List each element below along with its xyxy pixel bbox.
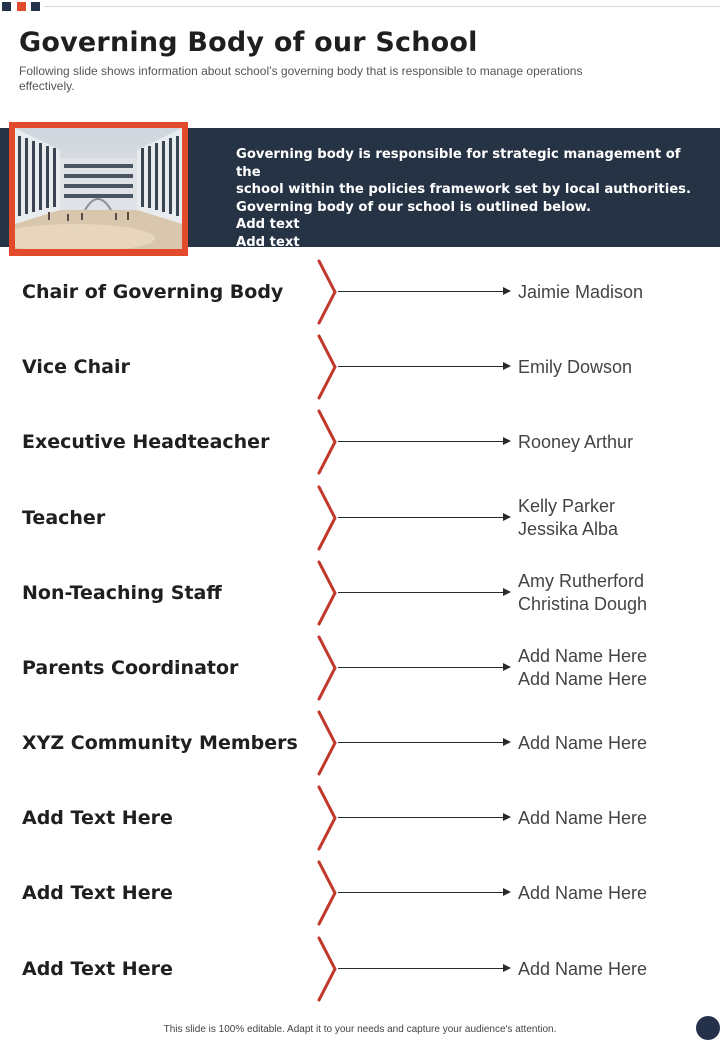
role-label: XYZ Community Members (22, 732, 298, 754)
banner-line: school within the policies framework set by local authorities. (236, 182, 692, 198)
role-label: Chair of Governing Body (22, 281, 284, 303)
role-label: Parents Coordinator (22, 657, 239, 679)
school-building-photo (15, 128, 182, 249)
member-name: Emily Dowson (518, 356, 633, 377)
arrow-right-icon (503, 588, 511, 596)
arrow-right-icon (503, 437, 511, 445)
member-name: Add Name Here (518, 807, 648, 828)
banner-text (236, 146, 706, 252)
member-names (518, 558, 718, 628)
arrow-right-icon (503, 964, 511, 972)
member-name: Jessika Alba (518, 519, 619, 539)
member-names (518, 858, 718, 928)
governing-row (0, 783, 720, 853)
connector-line (338, 366, 506, 367)
page-title: Governing Body of our School (19, 27, 478, 58)
governing-row (0, 934, 720, 1004)
arrow-right-icon (503, 738, 511, 746)
member-name: Add Name Here (518, 669, 648, 689)
footer-note: This slide is 100% editable. Adapt it to your needs and capture your audience's attention. (163, 1024, 557, 1035)
member-name: Add Name Here (518, 958, 648, 979)
connector-line (338, 817, 506, 818)
role-label: Add Text Here (22, 807, 173, 829)
member-names (518, 257, 718, 327)
role-label: Teacher (22, 507, 106, 529)
connector-line (338, 592, 506, 593)
governing-row (0, 858, 720, 928)
chevron-icon (313, 785, 343, 851)
chevron-icon (313, 485, 343, 551)
member-names (518, 934, 718, 1004)
connector-line (338, 667, 506, 668)
governing-row (0, 332, 720, 402)
governing-row (0, 257, 720, 327)
banner-line: Governing body is responsible for strategic management of the (236, 147, 681, 180)
arrow-right-icon (503, 813, 511, 821)
chevron-icon (313, 259, 343, 325)
top-divider (44, 6, 720, 7)
member-names (518, 332, 718, 402)
member-name: Rooney Arthur (518, 431, 634, 452)
arrow-right-icon (503, 287, 511, 295)
navy-square (2, 2, 11, 11)
governing-row (0, 708, 720, 778)
banner-line: Add text (236, 217, 300, 233)
governing-row (0, 407, 720, 477)
member-name: Add Name Here (518, 646, 648, 666)
member-names (518, 483, 718, 553)
navy-square (31, 2, 40, 11)
connector-line (338, 892, 506, 893)
role-label: Vice Chair (22, 356, 130, 378)
governing-row (0, 633, 720, 703)
connector-line (338, 291, 506, 292)
corner-dot (696, 1016, 720, 1040)
page-subtitle: Following slide shows information about school’s governing body that is responsible to manage operations effectively. (19, 64, 583, 93)
member-names (518, 783, 718, 853)
governing-row (0, 483, 720, 553)
orange-square (17, 2, 26, 11)
chevron-icon (313, 710, 343, 776)
member-name: Christina Dough (518, 594, 648, 614)
governing-row (0, 558, 720, 628)
member-name: Add Name Here (518, 732, 648, 753)
connector-line (338, 441, 506, 442)
chevron-icon (313, 860, 343, 926)
chevron-icon (313, 409, 343, 475)
member-names (518, 708, 718, 778)
arrow-right-icon (503, 362, 511, 370)
arrow-right-icon (503, 888, 511, 896)
chevron-icon (313, 635, 343, 701)
chevron-icon (313, 560, 343, 626)
role-label: Executive Headteacher (22, 431, 270, 453)
member-name: Add Name Here (518, 882, 648, 903)
member-names (518, 407, 718, 477)
top-decoration (0, 0, 720, 14)
chevron-icon (313, 334, 343, 400)
arrow-right-icon (503, 513, 511, 521)
role-label: Add Text Here (22, 882, 173, 904)
banner-line: Governing body of our school is outlined below. (236, 199, 592, 215)
role-label: Add Text Here (22, 958, 173, 980)
arrow-right-icon (503, 663, 511, 671)
connector-line (338, 742, 506, 743)
connector-line (338, 517, 506, 518)
member-name: Jaimie Madison (518, 281, 644, 302)
connector-line (338, 968, 506, 969)
role-label: Non-Teaching Staff (22, 582, 222, 604)
member-name: Amy Rutherford (518, 571, 645, 591)
member-name: Kelly Parker (518, 496, 616, 516)
banner-line: Add text (236, 234, 300, 250)
member-names (518, 633, 718, 703)
chevron-icon (313, 936, 343, 1002)
